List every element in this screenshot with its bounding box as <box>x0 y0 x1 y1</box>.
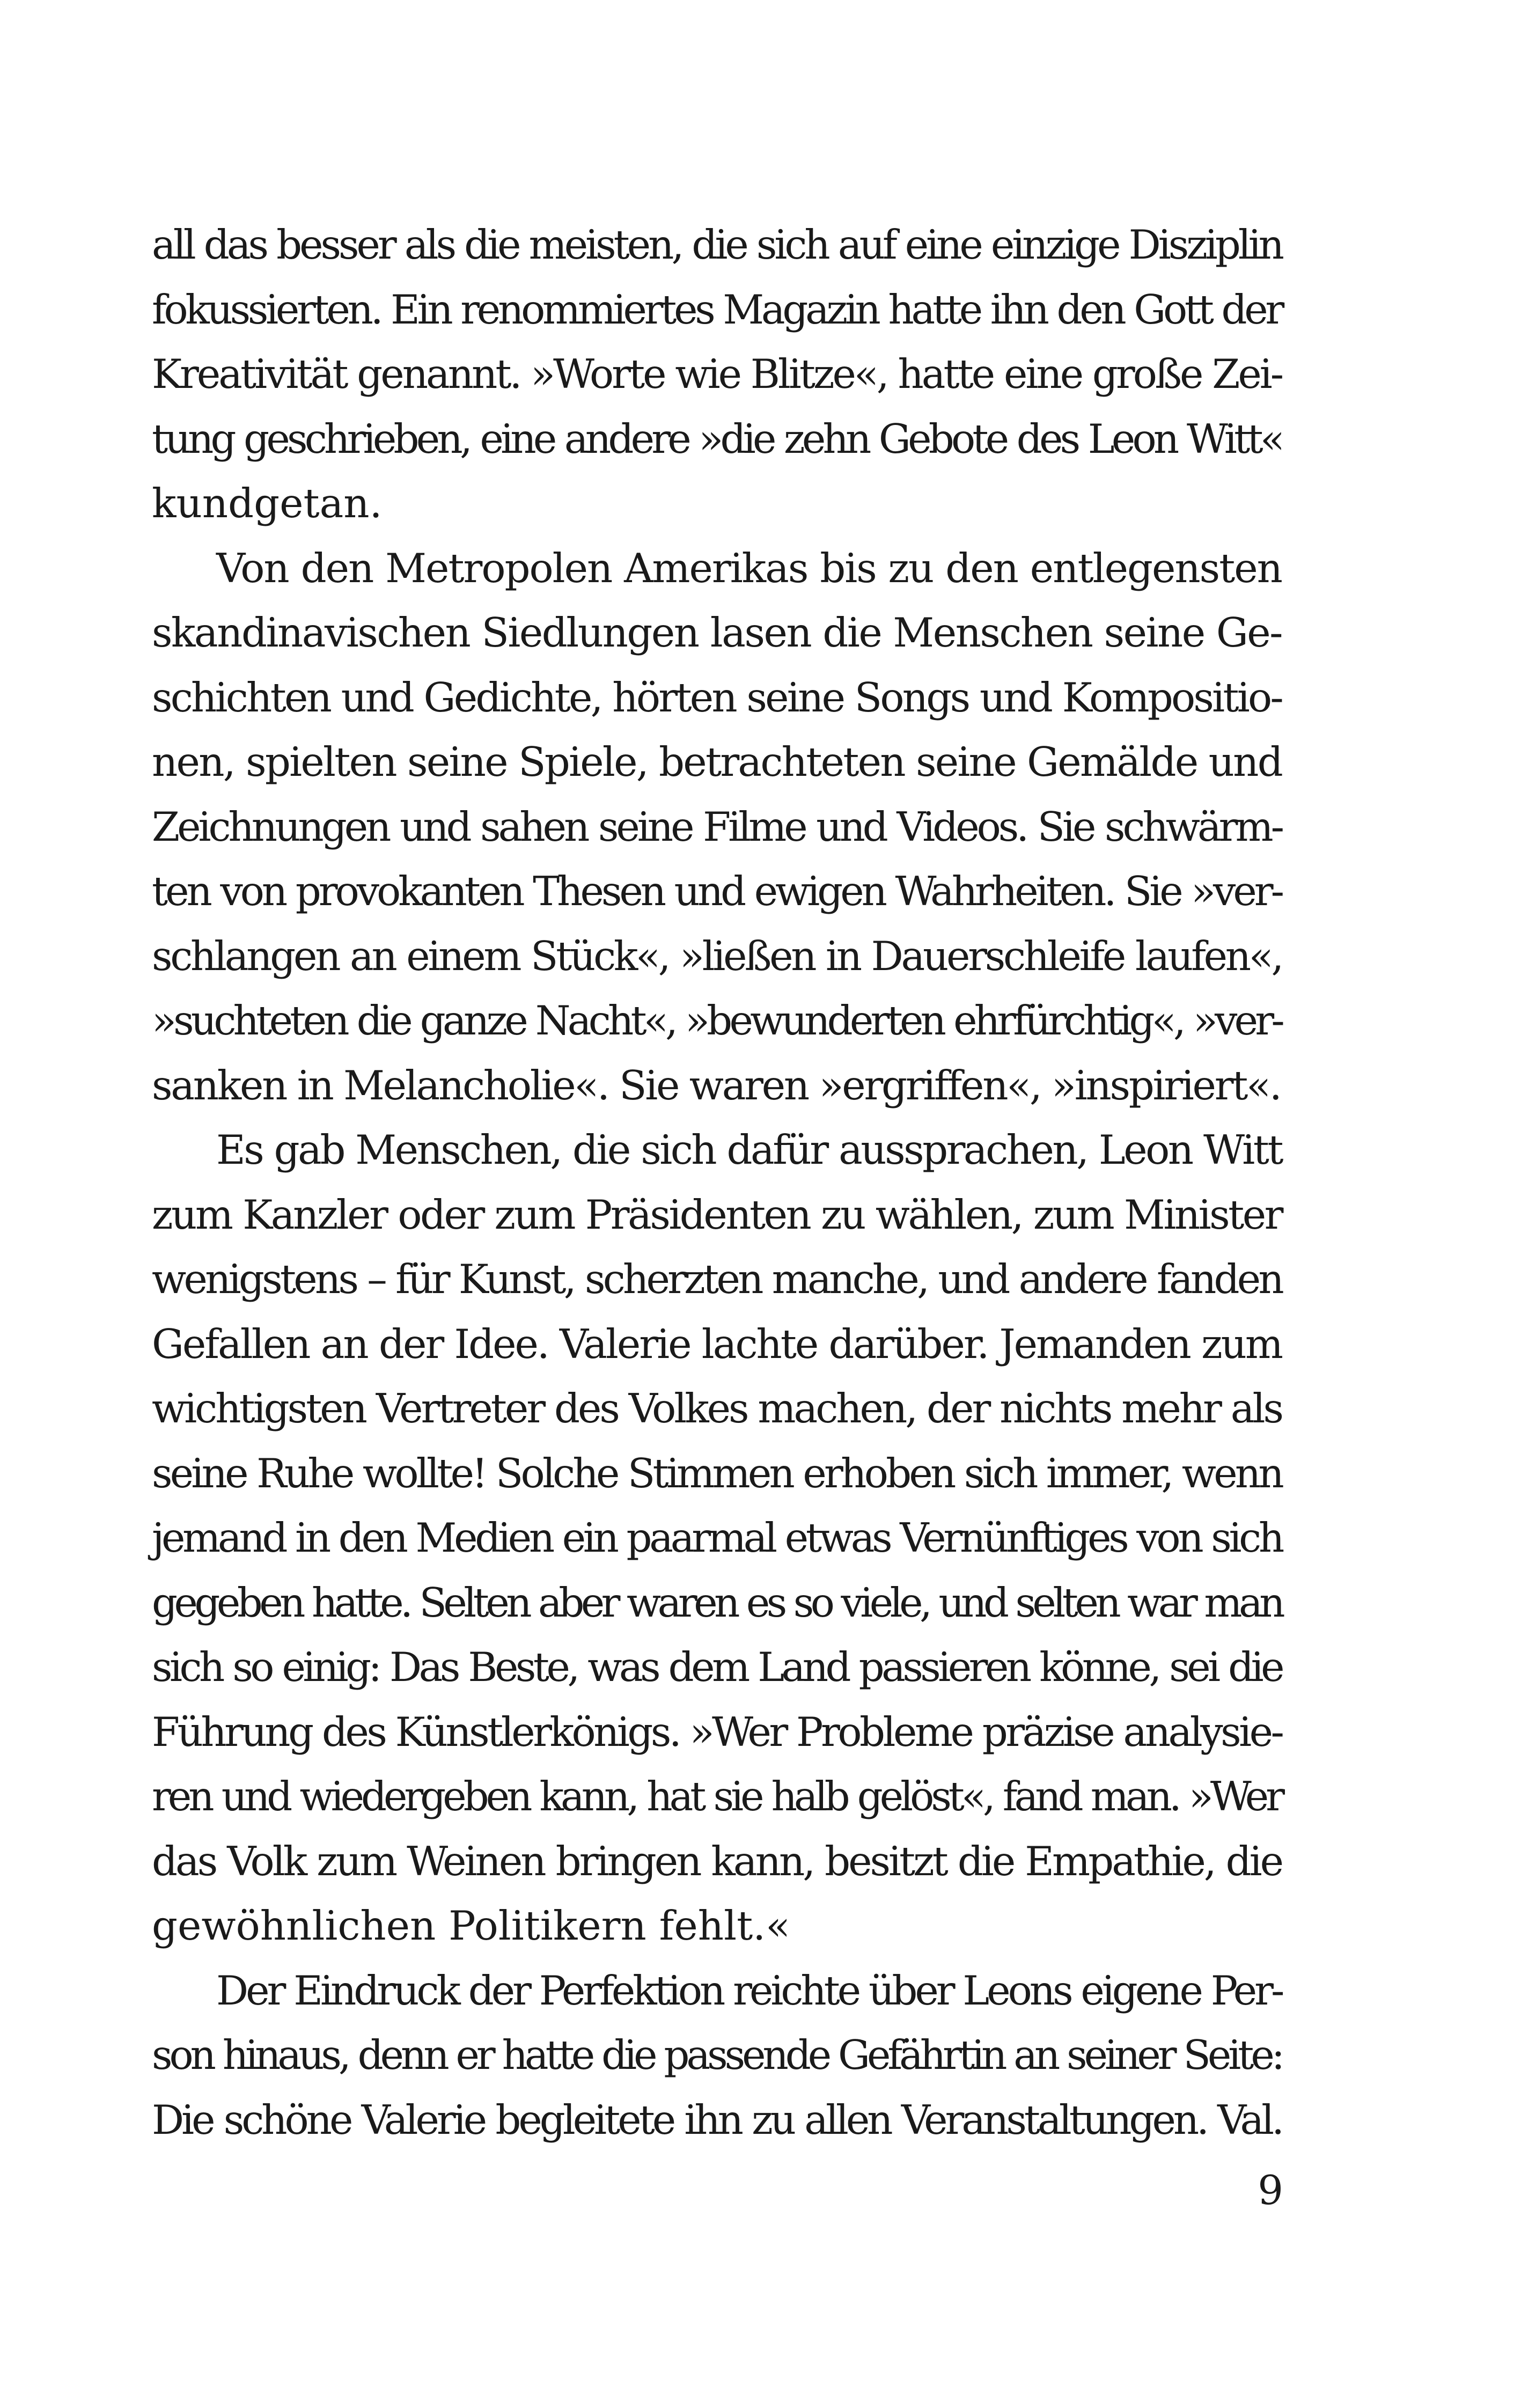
paragraph-1 <box>152 212 1282 536</box>
text-line: »suchteten die ganze Nacht«, »bewunderten ehrfürchtig«, »ver- <box>152 997 1282 1044</box>
text-line: fokussierten. Ein renommiertes Magazin hatte ihn den Gott der <box>152 285 1282 333</box>
text-line: jemand in den Medien ein paarmal etwas Vernünftiges von sich <box>152 1514 1282 1561</box>
text-line: Zeichnungen und sahen seine Filme und Videos. Sie schwärm- <box>152 803 1282 850</box>
text-line: Von den Metropolen Amerikas bis zu den entlegensten <box>216 544 1282 592</box>
text-line: das Volk zum Weinen bringen kann, besitzt die Empathie, die <box>152 1837 1282 1885</box>
text-line: sich so einig: Das Beste, was dem Land passieren könne, sei die <box>152 1643 1282 1691</box>
text-line: ten von provokanten Thesen und ewigen Wahrheiten. Sie »ver- <box>152 868 1282 915</box>
text-line: gewöhnlichen Politikern fehlt.« <box>152 1902 790 1949</box>
text-line: Führung des Künstlerkönigs. »Wer Probleme präzise analysie- <box>152 1708 1282 1756</box>
text-line: wenigstens – für Kunst, scherzten manche, und andere fanden <box>152 1256 1282 1303</box>
text-line: son hinaus, denn er hatte die passende Gefährtin an seiner Seite: <box>152 2031 1282 2079</box>
text-line: kundgetan. <box>152 480 383 527</box>
text-line: ren und wiedergeben kann, hat sie halb gelöst«, fand man. »Wer <box>152 1773 1282 1820</box>
text-line: skandinavischen Siedlungen lasen die Menschen seine Ge- <box>152 609 1282 656</box>
text-line: tung geschrieben, eine andere »die zehn Gebote des Leon Witt« <box>152 415 1282 462</box>
text-line: Der Eindruck der Perfektion reichte über Leons eigene Per- <box>216 1966 1282 2014</box>
text-line: Kreativität genannt. »Worte wie Blitze«, hatte eine große Zei- <box>152 350 1282 398</box>
text-line: schichten und Gedichte, hörten seine Songs und Kompositio- <box>152 673 1282 721</box>
text-line: nen, spielten seine Spiele, betrachteten seine Gemälde und <box>152 738 1282 785</box>
text-line: Die schöne Valerie begleitete ihn zu allen Veranstaltungen. Val. <box>152 2096 1282 2143</box>
page-number: 9 <box>1258 2167 1283 2214</box>
text-line: sanken in Melancholie«. Sie waren »ergriffen«, »inspiriert«. <box>152 1061 1281 1109</box>
paragraph-4 <box>152 1958 1282 2153</box>
text-line: zum Kanzler oder zum Präsidenten zu wählen, zum Minister <box>152 1191 1282 1238</box>
text-line: Es gab Menschen, die sich dafür aussprachen, Leon Witt <box>216 1126 1282 1173</box>
text-line: Gefallen an der Idee. Valerie lachte darüber. Jemanden zum <box>152 1320 1282 1368</box>
paragraph-2 <box>152 536 1282 1118</box>
text-line: schlangen an einem Stück«, »ließen in Dauerschleife laufen«, <box>152 932 1282 980</box>
paragraph-3 <box>152 1118 1282 1958</box>
text-line: seine Ruhe wollte! Solche Stimmen erhoben sich immer, wenn <box>152 1449 1282 1497</box>
text-line: all das besser als die meisten, die sich auf eine einzige Disziplin <box>152 221 1282 268</box>
text-line: gegeben hatte. Selten aber waren es so viele, und selten war man <box>152 1579 1282 1626</box>
text-line: wichtigsten Vertreter des Volkes machen, der nichts mehr als <box>152 1385 1282 1432</box>
body-text <box>152 212 1282 2152</box>
